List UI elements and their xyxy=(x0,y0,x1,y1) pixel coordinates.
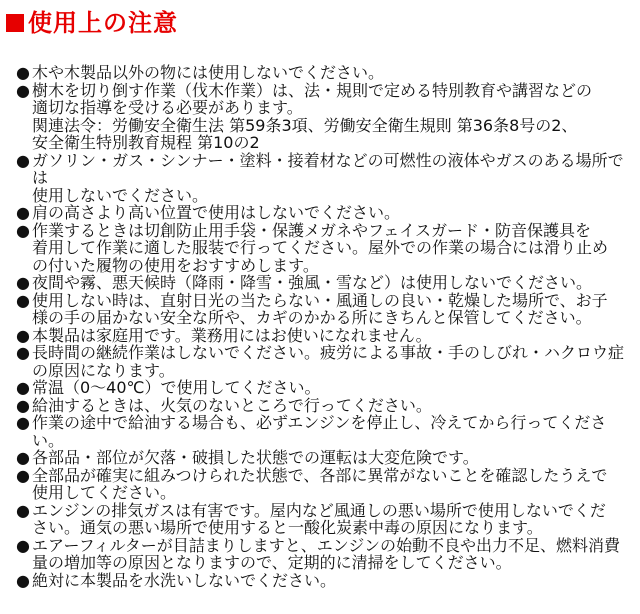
caution-item xyxy=(16,222,636,275)
caution-item xyxy=(16,379,636,397)
caution-text: 本製品は家庭用です。業務用にはお使いになれません。 xyxy=(32,325,432,345)
bullet-icon: ● xyxy=(16,325,30,345)
caution-text: 常温（0～40℃）で使用してください。 xyxy=(32,378,321,397)
caution-text: ガソリン・ガス・シンナー・塗料・接着材などの可燃性の液体やガスのある場所では 使用しないでください。 xyxy=(32,150,624,205)
bullet-icon: ● xyxy=(16,150,30,170)
caution-text: 絶対に本製品を水洗いしないでください。 xyxy=(32,570,337,590)
bullet-icon: ● xyxy=(16,378,30,397)
caution-item xyxy=(16,344,636,379)
bullet-icon: ● xyxy=(16,80,30,100)
bullet-icon: ● xyxy=(16,465,30,485)
caution-text: 肩の高さより高い位置で使用はしないでください。 xyxy=(32,203,401,222)
bullet-icon: ● xyxy=(16,570,30,590)
page-title: 使用上の注意 xyxy=(28,9,178,37)
bullet-icon: ● xyxy=(16,290,30,310)
bullet-icon: ● xyxy=(16,63,30,82)
caution-list xyxy=(16,64,636,589)
caution-text: 使用しない時は、直射日光の当たらない・風通しの良い・乾燥した場所で、お子 様の手の届かない安全な所や、カギのかかる所にきちんと保管してください。 xyxy=(32,290,608,327)
bullet-icon: ● xyxy=(16,203,30,222)
caution-item xyxy=(16,204,636,222)
caution-item xyxy=(16,467,636,502)
caution-text: エアーフィルターが目詰まりしますと、エンジンの始動不良や出力不足、燃料消費 量の増加等の原因となりますので、定期的に清掃をしてください。 xyxy=(32,535,621,572)
caution-item xyxy=(16,82,636,152)
bullet-icon: ● xyxy=(16,395,30,415)
caution-item xyxy=(16,537,636,572)
caution-text: 作業するときは切創防止用手袋・保護メガネやフェイスガード・防音保護具を 着用して作業に適した服装で行ってください。屋外での作業の場合には滑り止め の付いた履物の使用をおすすめします。 xyxy=(32,220,609,275)
caution-text: エンジンの排気ガスは有害です。屋内など風通しの悪い場所で使用しないでくだ さい。通気の悪い場所で使用すると一酸化炭素中毒の原因になります。 xyxy=(32,500,606,537)
caution-text: 木や木製品以外の物には使用しないでください。 xyxy=(32,63,385,82)
caution-text: 作業の途中で給油する場合も、必ずエンジンを停止し、冷えてから行ってください。 xyxy=(32,413,607,450)
caution-item xyxy=(16,292,636,327)
bullet-icon: ● xyxy=(16,448,30,467)
bullet-icon: ● xyxy=(16,535,30,555)
bullet-icon: ● xyxy=(16,413,30,432)
caution-item xyxy=(16,449,636,467)
caution-item xyxy=(16,397,636,415)
bullet-icon: ● xyxy=(16,343,30,362)
caution-text: 樹木を切り倒す作業（伐木作業）は、法・規則で定める特別教育や講習などの 適切な指導を受ける必要があります。 関連法令：労働安全衛生法 第59条3項、労働安全衛生規則 第36条8号の2、 安全衛生特別教育規程 第10の2 xyxy=(32,80,593,152)
caution-text: 長時間の継続作業はしないでください。疲労による事故・手のしびれ・ハクロウ症 の原因になります。 xyxy=(32,343,625,380)
bullet-icon: ● xyxy=(16,220,30,240)
caution-text: 給油するときは、火気のないところで行ってください。 xyxy=(32,395,432,415)
caution-item xyxy=(16,572,636,590)
caution-item xyxy=(16,502,636,537)
bullet-icon: ● xyxy=(16,273,30,292)
caution-item xyxy=(16,64,636,82)
caution-item xyxy=(16,274,636,292)
caution-item xyxy=(16,327,636,345)
bullet-icon: ● xyxy=(16,500,30,520)
section-header xyxy=(6,6,178,40)
caution-text: 夜間や霧、悪天候時（降雨・降雪・強風・雪など）は使用しないでください。 xyxy=(32,273,593,292)
caution-text: 全部品が確実に組みつけられた状態で、各部に異常がないことを確認したうえで 使用してください。 xyxy=(32,465,608,502)
red-square-icon xyxy=(6,14,24,32)
caution-item xyxy=(16,414,636,449)
caution-text: 各部品・部位が欠落・破損した状態での運転は大変危険です。 xyxy=(32,448,479,467)
caution-item xyxy=(16,152,636,205)
